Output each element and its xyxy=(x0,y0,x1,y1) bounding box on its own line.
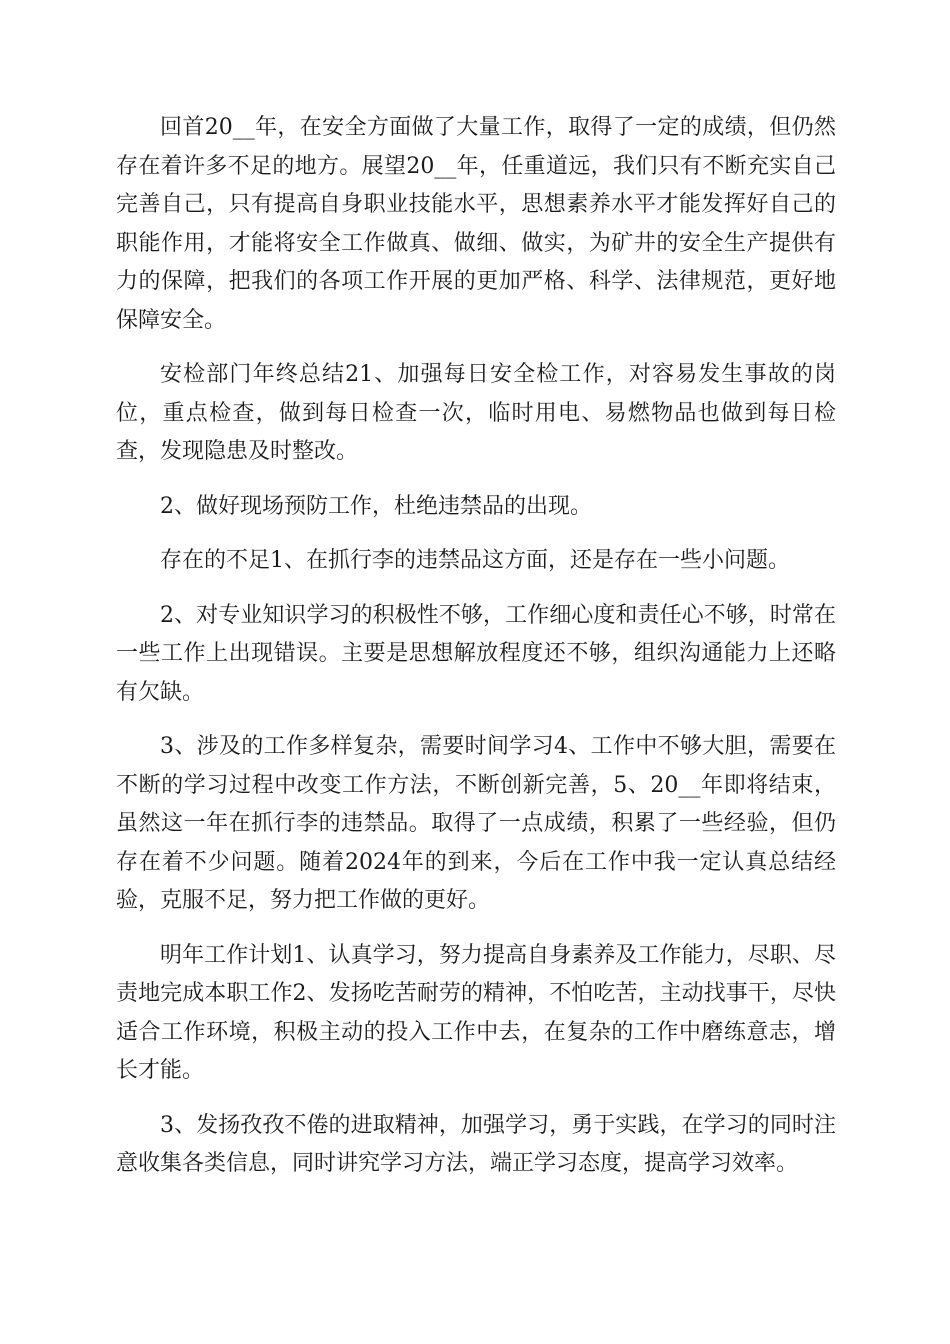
paragraph-daily-inspection: 安检部门年终总结21、加强每日安全检工作，对容易发生事故的岗位，重点检查，做到每日检查一次，临时用电、易燃物品也做到每日检查，发现隐患及时整改。 xyxy=(116,362,836,464)
paragraph-complex-work: 3、涉及的工作多样复杂，需要时间学习4、工作中不够大胆，需要在不断的学习过程中改变工作方法，不断创新完善，5、20__年即将结束，虽然这一年在抓行李的违禁品。取得了一点成绩，积累了一些经验，但仍存在着不少问题。随着2024年的到来，今后在工作中我一定认真总结经验，克服不足，努力把工作做的更好。 xyxy=(116,734,836,913)
paragraph-shortcomings: 存在的不足1、在抓行李的违禁品这方面，还是存在一些小问题。 xyxy=(160,548,790,573)
paragraph-next-year-plan: 明年工作计划1、认真学习，努力提高自身素养及工作能力，尽职、尽责地完成本职工作2、发扬吃苦耐劳的精神，不怕吃苦，主动找事干，尽快适合工作环境，积极主动的投入工作中去，在复杂的工作中磨练意志，增长才能。 xyxy=(116,942,836,1083)
document-body xyxy=(116,109,836,1200)
paragraph-review: 回首20__年，在安全方面做了大量工作，取得了一定的成绩，但仍然存在着许多不足的地方。展望20__年，任重道远，我们只有不断充实自己完善自己，只有提高自身职业技能水平，思想素养水平才能发挥好自己的职能作用，才能将安全工作做真、做细、做实，为矿井的安全生产提供有力的保障，把我们的各项工作开展的更加严格、科学、法律规范，更好地保障安全。 xyxy=(116,115,836,333)
paragraph-progress-spirit: 3、发扬孜孜不倦的进取精神，加强学习，勇于实践，在学习的同时注意收集各类信息，同时讲究学习方法，端正学习态度，提高学习效率。 xyxy=(116,1112,836,1176)
paragraph-learning-attitude: 2、对专业知识学习的积极性不够，工作细心度和责任心不够，时常在一些工作上出现错误。主要是思想解放程度还不够，组织沟通能力上还略有欠缺。 xyxy=(116,602,836,705)
paragraph-prevention: 2、做好现场预防工作，杜绝违禁品的出现。 xyxy=(160,493,592,519)
